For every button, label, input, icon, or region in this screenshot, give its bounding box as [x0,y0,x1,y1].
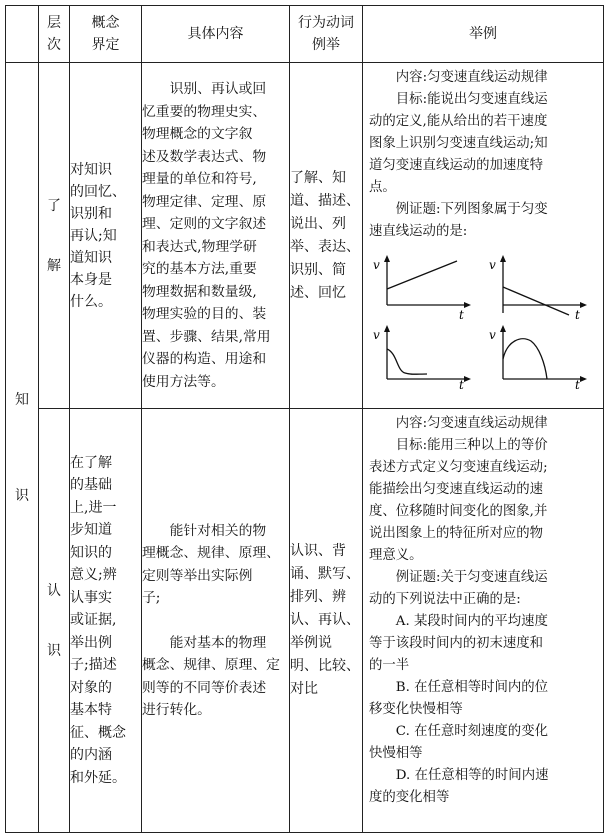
verbs-cell [290,63,363,409]
concept-line: 基本特 [70,702,112,719]
verbs-line: 对比 [290,681,318,697]
example-line: 动的下列说法中正确的是: [369,592,521,607]
level-char: 认 [47,582,61,599]
header-verbs-cell [290,6,363,63]
concept-cell [70,63,142,409]
verbs-line: 了解、知 [290,169,346,186]
concept-line: 意义;辨 [70,567,117,584]
content-gap [142,610,289,632]
velocity-curve [503,339,547,379]
t-axis-arrow [580,302,587,308]
header-row [6,6,604,63]
content-line: 定则等举出实际例 [142,567,253,584]
header-verbs-line: 例举 [312,37,340,53]
graph-b [487,253,587,319]
content-line: 能对基本的物理 [169,634,267,651]
content-cell [142,409,290,833]
content-line: 和表达式,物理学研 [142,238,257,255]
header-concept-line: 界定 [91,37,120,53]
header-category-cell [6,6,39,63]
header-content-cell: 具体内容 [142,6,290,63]
example-line: 目标:能说出匀变速直线运 [395,92,548,107]
concept-line: 识别和 [70,205,112,222]
level-cell [39,63,70,409]
concept-line: 什么。 [70,293,112,310]
concept-line: 再认;知 [70,227,117,244]
t-axis-arrow [580,376,587,382]
option-a-line: 等于该段时间内的初末速度和 [369,636,544,651]
velocity-curve [387,349,427,374]
concept-line: 的内涵 [70,747,112,764]
example-line: 图象上识别匀变速直线运动;知 [369,136,548,151]
option-c-line: 快慢相等 [369,746,423,761]
header-concept-cell [70,6,142,63]
concept-line: 征、概念 [70,724,126,741]
content-line: 则等的不同等价表述 [142,679,267,696]
v-label: v [373,258,380,272]
concept-line: 步知道 [70,522,112,539]
level-char: 识 [47,642,61,659]
t-label: t [459,378,464,389]
content-line: 理量的单位和符号, [142,171,257,187]
example-line: 内容:匀变速直线运动规律 [395,70,548,85]
header-level-line: 次 [47,37,61,53]
concept-line: 对象的 [70,679,112,696]
option-c-line: C. 在任意时刻速度的变化 [395,724,548,739]
option-d-line: D. 在任意相等的时间内速 [395,768,549,783]
v-label: v [373,328,380,342]
concept-line: 或证据, [70,612,117,629]
verbs-line: 说出、列 [290,215,346,232]
header-level-line: 层 [47,15,61,31]
content-line: 物理概念的文字叙 [142,126,253,142]
verbs-line: 述、回忆 [290,284,346,301]
verbs-line: 诵、默写、 [290,566,360,582]
verbs-line: 认识、背 [290,543,346,559]
content-line: 物理数据和数量级, [142,283,257,300]
t-axis-arrow [464,302,471,308]
content-line: 物理实验的目的、装 [142,306,267,322]
option-d-line: 度的变化相等 [369,790,450,805]
v-axis-arrow [384,325,390,332]
content-line: 理概念、规律、原理、 [142,545,280,561]
option-a-line: 的一半 [369,658,410,673]
example-line: 表述方式定义匀变速直线运动; [369,460,548,475]
example-line: 道匀变速直线运动的加速度特 [369,158,544,173]
verbs-line: 举例说 [290,635,332,651]
v-axis-arrow [500,325,506,332]
example-line: 内容:匀变速直线运动规律 [395,416,548,431]
option-b-line: B. 在任意相等时间内的位 [395,680,549,695]
verbs-line: 认、再认、 [290,612,360,628]
option-b-line: 移变化快慢相等 [369,702,463,717]
category-char: 知 [15,391,29,408]
t-label: t [459,308,464,319]
header-level-cell [39,6,70,63]
content-line: 使用方法等。 [142,373,225,390]
v-axis-arrow [384,255,390,262]
row-recognize [6,409,604,833]
level-char: 解 [47,257,61,274]
concept-line: 本身是 [70,271,112,288]
content-line: 概念、规律、原理、定 [142,657,280,673]
content-line: 述及数学表达式、物 [142,148,267,165]
verbs-line: 道、描述、 [290,192,360,209]
concept-line: 道知识 [70,249,112,266]
content-line: 物理定律、定理、原 [142,193,267,210]
concept-line: 对知识 [70,161,112,178]
verbs-line: 明、比较、 [290,658,360,674]
graph-d [487,323,587,389]
content-line: 仪器的构造、用途和 [142,351,267,367]
v-label: v [489,258,496,272]
content-line: 进行转化。 [142,702,211,718]
verbs-cell [290,409,363,833]
velocity-curve [503,287,569,315]
content-line: 置、步骤、结果,常用 [142,328,271,345]
example-line: 能描绘出匀变速直线运动的速 [369,482,544,497]
example-line: 例证题:关于匀变速直线运 [395,570,548,585]
v-label: v [489,328,496,342]
graph-c [371,323,471,389]
level-char: 了 [47,197,61,214]
example-line: 说出图象上的特征所对应的物 [369,526,544,541]
verbs-line: 识别、简 [290,261,346,278]
concept-line: 认事实 [70,589,112,606]
concept-line: 的基础 [70,477,112,494]
header-verbs-line: 行为动词 [298,15,354,31]
example-line: 目标:能用三种以上的等价 [395,438,548,453]
concept-line: 上,进一 [70,499,117,516]
header-example-cell: 举例 [363,6,604,63]
t-label: t [575,378,580,389]
header-concept-line: 概念 [91,15,120,31]
concept-line: 的回忆、 [70,183,126,200]
example-line: 度、位移随时间变化的图象,并 [369,504,548,519]
content-line: 理、定则的文字叙述 [142,216,267,232]
concept-cell [70,409,142,833]
row-understand [6,63,604,409]
option-a-line: A. 某段时间内的平均速度 [395,614,548,629]
t-label: t [575,308,580,319]
example-line: 例证题:下列图象属于匀变 [395,202,548,217]
velocity-curve [387,261,457,289]
content-cell [142,63,290,409]
example-line: 动的定义,能从给出的若干速度 [369,114,548,129]
concept-line: 知识的 [70,544,112,561]
v-axis-arrow [500,255,506,262]
content-line: 子; [142,590,161,606]
level-cell [39,409,70,833]
verbs-line: 排列、辨 [290,589,346,605]
content-line: 识别、再认或回 [169,81,267,97]
concept-line: 子;描述 [70,657,117,674]
graph-options [369,243,597,393]
knowledge-table [5,5,604,833]
example-line: 点。 [369,180,396,195]
graph-a [371,253,471,319]
content-line: 究的基本方法,重要 [142,261,257,277]
concept-line: 在了解 [70,454,112,471]
example-line: 速直线运动的是: [369,224,468,239]
verbs-line: 举、表达、 [290,238,360,255]
category-cell [6,63,39,833]
example-cell [363,409,604,833]
content-line: 忆重要的物理史实、 [142,103,267,120]
example-cell [363,63,604,409]
content-line: 能针对相关的物 [169,522,267,539]
concept-line: 举出例 [70,634,112,651]
t-axis-arrow [464,376,471,382]
category-char: 识 [15,487,29,504]
concept-line: 和外延。 [70,769,126,786]
example-line: 理意义。 [369,548,423,563]
